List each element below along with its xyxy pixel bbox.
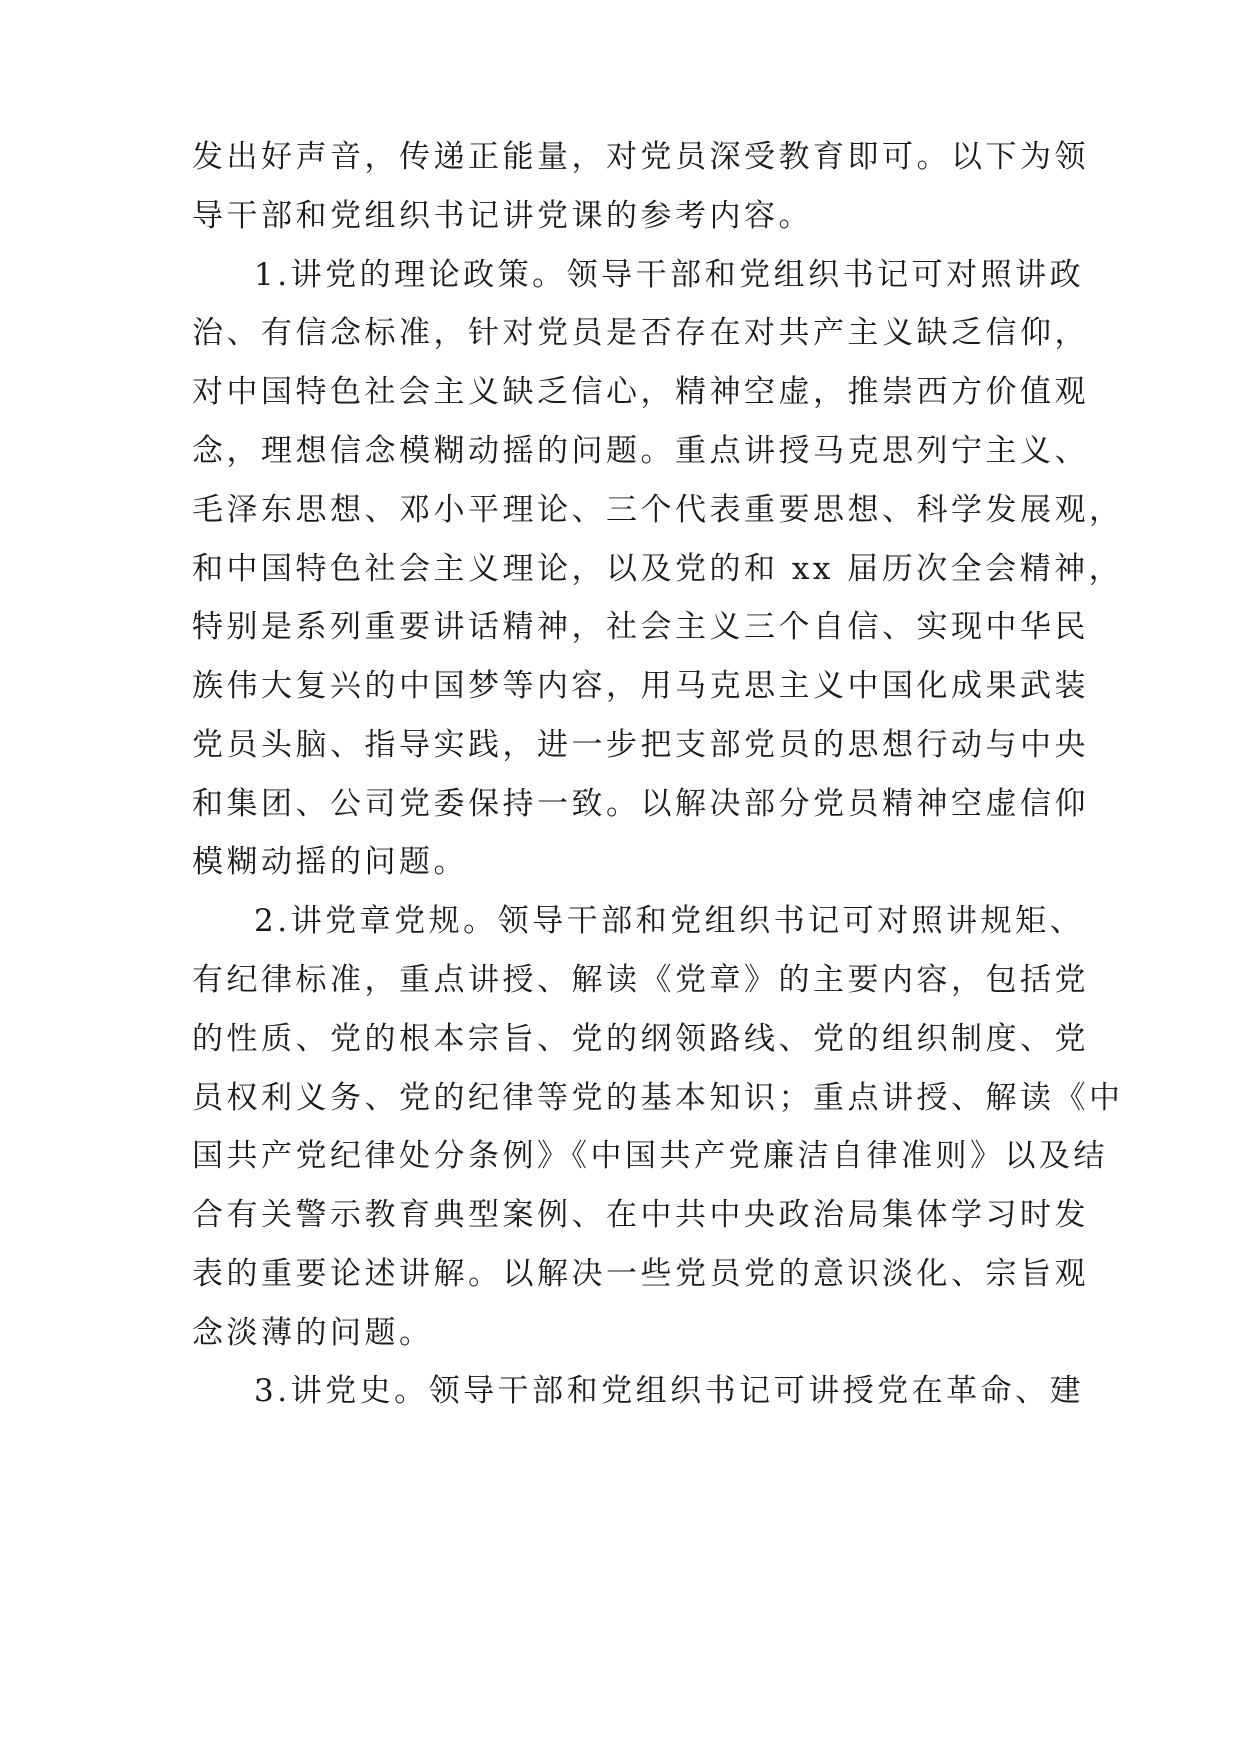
text-line: 表的重要论述讲解。以解决一些党员党的意识淡化、宗旨观 [192, 1256, 1089, 1292]
text-line: 国共产党纪律处分条例》《中国共产党廉洁自律准则》以及结 [192, 1138, 1108, 1174]
text-line: 导干部和党组织书记讲党课的参考内容。 [192, 198, 813, 234]
text-line: 对中国特色社会主义缺乏信心，精神空虚，推崇西方价值观 [192, 374, 1089, 410]
text-line: 党员头脑、指导实践，进一步把支部党员的思想行动与中央 [192, 727, 1089, 763]
text-line: 的性质、党的根本宗旨、党的纲领路线、党的组织制度、党 [192, 1021, 1089, 1057]
paragraph-3-start: 3.讲党史。领导干部和党组织书记可讲授党在革命、建 [254, 1373, 1085, 1409]
paragraph-1-start: 1.讲党的理论政策。领导干部和党组织书记可对照讲政 [254, 257, 1085, 293]
text-line: 和中国特色社会主义理论，以及党的和 xx 届历次全会精神， [192, 551, 1124, 587]
text-line: 念淡薄的问题。 [192, 1315, 434, 1351]
text-line: 员权利义务、党的纪律等党的基本知识；重点讲授、解读《中 [192, 1080, 1124, 1116]
text-line: 毛泽东思想、邓小平理论、三个代表重要思想、科学发展观， [192, 492, 1124, 528]
text-line: 合有关警示教育典型案例、在中共中央政治局集体学习时发 [192, 1197, 1089, 1233]
text-line: 发出好声音，传递正能量，对党员深受教育即可。以下为领 [192, 139, 1089, 175]
text-line: 念，理想信念模糊动摇的问题。重点讲授马克思列宁主义、 [192, 433, 1089, 469]
paragraph-2-start: 2.讲党章党规。领导干部和党组织书记可对照讲规矩、 [254, 903, 1085, 939]
text-line: 模糊动摇的问题。 [192, 844, 468, 880]
text-line: 特别是系列重要讲话精神，社会主义三个自信、实现中华民 [192, 609, 1089, 645]
text-line: 族伟大复兴的中国梦等内容，用马克思主义中国化成果武装 [192, 668, 1089, 704]
text-line: 治、有信念标准，针对党员是否存在对共产主义缺乏信仰， [192, 315, 1089, 351]
text-line: 有纪律标准，重点讲授、解读《党章》的主要内容，包括党 [192, 962, 1089, 998]
text-line: 和集团、公司党委保持一致。以解决部分党员精神空虚信仰 [192, 786, 1089, 822]
